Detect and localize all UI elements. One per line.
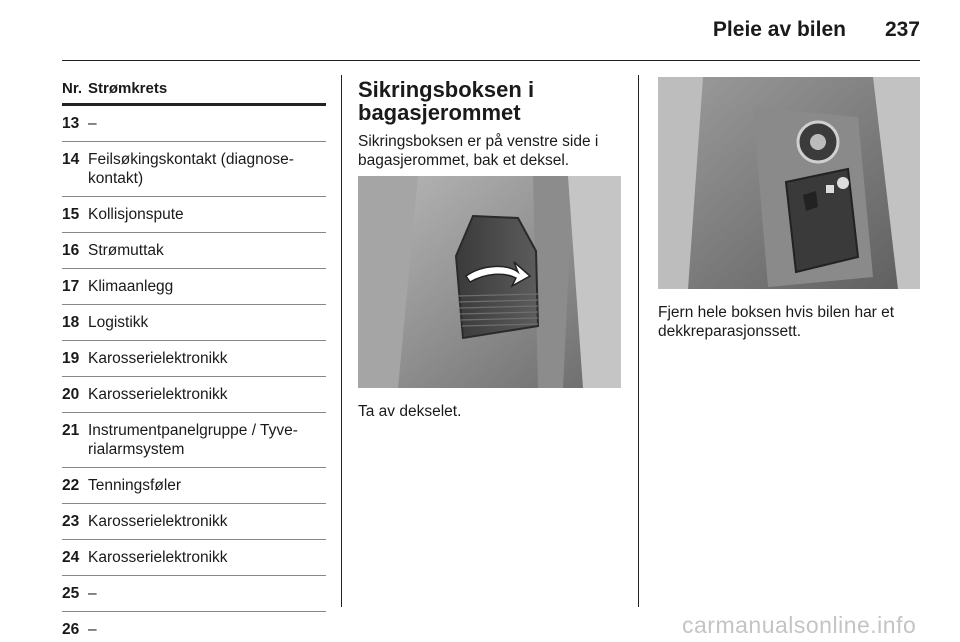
row-nr: 13 bbox=[62, 115, 80, 132]
table-row bbox=[62, 150, 326, 188]
row-text bbox=[88, 421, 326, 459]
row-text: Strømuttak bbox=[88, 242, 164, 259]
fuse-table bbox=[62, 80, 326, 639]
table-row bbox=[62, 385, 326, 404]
section-heading-line2: bagasjerommet bbox=[358, 100, 521, 125]
row-nr: 19 bbox=[62, 350, 80, 367]
row-nr: 18 bbox=[62, 314, 80, 331]
row-text-line2: kontakt) bbox=[88, 170, 144, 187]
row-nr: 14 bbox=[62, 151, 80, 168]
row-text: Karosserielektronikk bbox=[88, 549, 228, 566]
row-separator bbox=[62, 141, 326, 142]
caption2-line2: dekkreparasjonssett. bbox=[658, 323, 802, 340]
intro-line2: bagasjerommet, bak et deksel. bbox=[358, 152, 570, 169]
row-nr: 24 bbox=[62, 549, 80, 566]
row-separator bbox=[62, 575, 326, 576]
table-header bbox=[62, 80, 326, 103]
row-text: Tenningsføler bbox=[88, 477, 182, 494]
row-separator bbox=[62, 376, 326, 377]
table-row bbox=[62, 476, 326, 495]
fusebox-illustration bbox=[658, 77, 920, 289]
row-separator bbox=[62, 196, 326, 197]
row-nr: 22 bbox=[62, 477, 80, 494]
table-row bbox=[62, 548, 326, 567]
row-text-line1: Feilsøkingskontakt (diagnose- bbox=[88, 151, 294, 168]
table-row bbox=[62, 421, 326, 459]
col-header-circuit: Strømkrets bbox=[88, 80, 168, 97]
table-row bbox=[62, 620, 326, 639]
row-separator bbox=[62, 503, 326, 504]
row-nr: 25 bbox=[62, 585, 80, 602]
row-text-line2: rialarmsystem bbox=[88, 441, 185, 458]
row-text: Karosserielektronikk bbox=[88, 386, 228, 403]
caption2-line1: Fjern hele boksen hvis bilen har et bbox=[658, 304, 895, 321]
table-row bbox=[62, 241, 326, 260]
row-nr: 20 bbox=[62, 386, 80, 403]
row-separator bbox=[62, 412, 326, 413]
trunk-cover-illustration bbox=[358, 176, 621, 388]
section-heading bbox=[358, 78, 622, 124]
row-text: Logistikk bbox=[88, 314, 149, 331]
row-nr: 26 bbox=[62, 621, 80, 638]
column-divider-2 bbox=[638, 75, 639, 607]
row-nr: 21 bbox=[62, 422, 80, 439]
row-separator bbox=[62, 611, 326, 612]
row-nr: 23 bbox=[62, 513, 80, 530]
intro-text bbox=[358, 132, 622, 170]
section-heading-line1: Sikringsboksen i bbox=[358, 77, 535, 102]
row-separator bbox=[62, 539, 326, 540]
table-row bbox=[62, 584, 326, 603]
column-divider-1 bbox=[341, 75, 342, 607]
row-text: Klimaanlegg bbox=[88, 278, 174, 295]
intro-line1: Sikringsboksen er på venstre side i bbox=[358, 133, 599, 150]
row-nr: 16 bbox=[62, 242, 80, 259]
row-separator bbox=[62, 268, 326, 269]
row-text-line1: Instrumentpanelgruppe / Tyve- bbox=[88, 422, 298, 439]
row-nr: 17 bbox=[62, 278, 80, 295]
table-header-rule bbox=[62, 103, 326, 106]
table-row bbox=[62, 114, 326, 133]
row-separator bbox=[62, 467, 326, 468]
photo-trunk-cover bbox=[358, 176, 621, 388]
caption-remove-box bbox=[658, 303, 920, 341]
row-text: Kollisjonspute bbox=[88, 206, 184, 223]
row-text: – bbox=[88, 585, 97, 602]
row-text: – bbox=[88, 115, 97, 132]
section-fusebox-trunk bbox=[358, 78, 622, 170]
page-header-title: Pleie av bilen bbox=[712, 18, 846, 41]
row-text: Karosserielektronikk bbox=[88, 350, 228, 367]
row-separator bbox=[62, 340, 326, 341]
table-row bbox=[62, 277, 326, 296]
table-row bbox=[62, 512, 326, 531]
row-text: – bbox=[88, 621, 97, 638]
table-row bbox=[62, 349, 326, 368]
watermark: carmanualsonline.info bbox=[682, 612, 917, 638]
table-row bbox=[62, 205, 326, 224]
caption-remove-cover: Ta av dekselet. bbox=[358, 403, 462, 420]
table-row bbox=[62, 313, 326, 332]
page-number: 237 bbox=[884, 18, 920, 41]
row-separator bbox=[62, 232, 326, 233]
row-separator bbox=[62, 304, 326, 305]
header-rule bbox=[62, 60, 920, 61]
col-header-nr: Nr. bbox=[62, 80, 83, 97]
row-nr: 15 bbox=[62, 206, 80, 223]
row-text: Karosserielektronikk bbox=[88, 513, 228, 530]
row-text bbox=[88, 150, 326, 188]
photo-fusebox bbox=[658, 77, 920, 289]
